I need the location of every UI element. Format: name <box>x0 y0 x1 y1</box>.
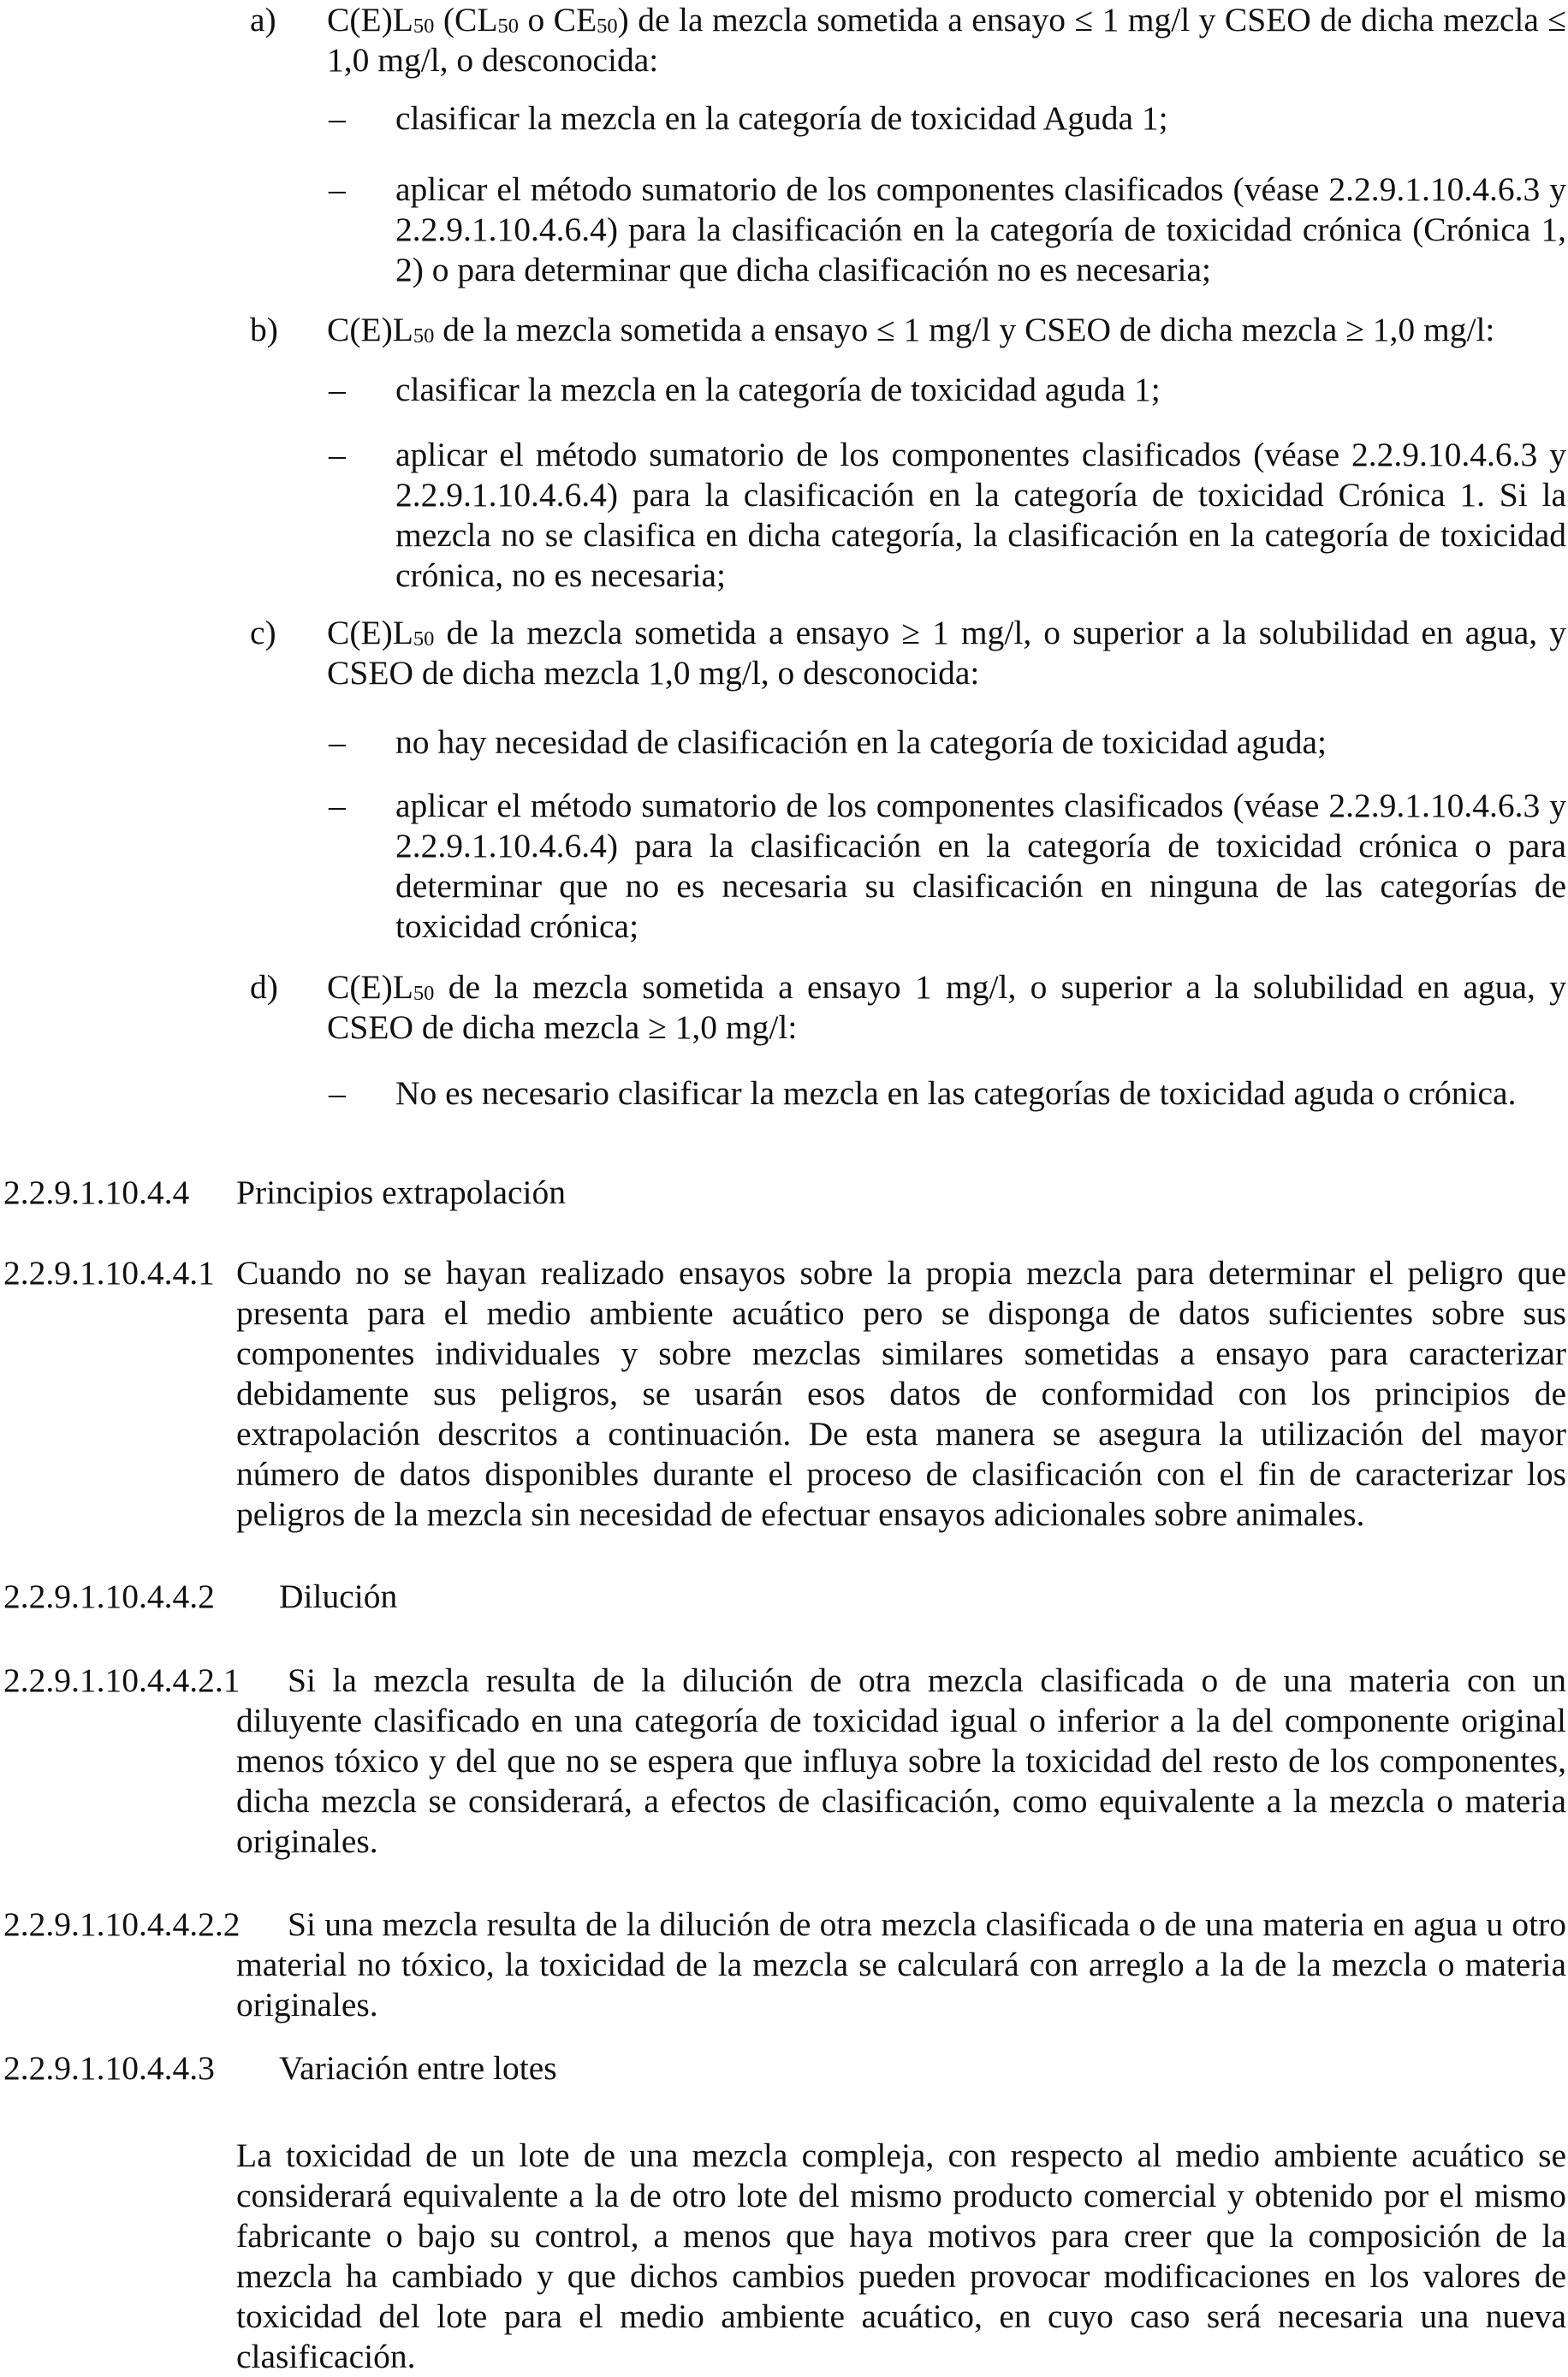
item-d-text: $C(E)L_{50}$ de la mezcla sometida a ensayo 1 mg/l, o superior a la solubilidad en agua, y CSEO de dicha mezcla ≥ 1,0 mg/l: <box>327 968 1566 1046</box>
section-title: Variación entre lotes <box>279 2049 557 2087</box>
section-number: 2.2.9.1.10.4.4.2.2 <box>3 1905 241 1943</box>
section-paragraph: La toxicidad de un lote de una mezcla compleja, con respecto al medio ambiente acuático se considerará equivalente a la de otro lote del mismo producto comercial y obtenido por el mismo fabricante o bajo su control, a menos que haya motivos para creer que la composición de la mezcla ha cambiado y que dichos cambios pueden provocar modificaciones en los valores de toxicidad del lote para el medio ambiente acuático, en cuyo caso será necesaria una nueva clasificación. <box>236 2136 1566 2375</box>
item-d-label: d) <box>250 968 278 1006</box>
item-c-bullet-2: aplicar el método sumatorio de los componentes clasificados (véase 2.2.9.1.10.4.6.3 y 2.2.9.1.10.4.6.4) para la clasificación en la categoría de toxicidad crónica o para determinar que no es necesaria su clasificación en ninguna de las categorías de toxicidad crónica; <box>395 787 1566 945</box>
item-d-bullet-1: No es necesario clasificar la mezcla en las categorías de toxicidad aguda o crónica. <box>395 1074 1517 1112</box>
dash-icon: – <box>329 723 346 761</box>
section-number: 2.2.9.1.10.4.4.2 <box>3 1578 215 1615</box>
section-number: 2.2.9.1.10.4.4.1 <box>3 1254 215 1292</box>
item-b-text: $C(E)L_{50}$ de la mezcla sometida a ensayo ≤ 1 mg/l y CSEO de dicha mezcla ≥ 1,0 mg/l: <box>327 311 1495 348</box>
item-a-bullet-1: clasificar la mezcla en la categoría de toxicidad Aguda 1; <box>395 99 1168 137</box>
section-paragraph: Si la mezcla resulta de la dilución de otra mezcla clasificada o de una materia con un diluyente clasificado en una categoría de toxicidad igual o inferior a la del componente original menos tóxico y del que no se espera que influya sobre la toxicidad del resto de los componentes, dicha mezcla se considerará, a efectos de clasificación, como equivalente a la mezcla o materia originales. <box>236 1661 1566 1860</box>
section-number: 2.2.9.1.10.4.4.2.1 <box>3 1661 241 1699</box>
dash-icon: – <box>329 371 346 408</box>
section-paragraph: Cuando no se hayan realizado ensayos sobre la propia mezcla para determinar el peligro que presenta para el medio ambiente acuático pero se disponga de datos suficientes sobre sus componentes individuales y sobre mezclas similares sometidas a ensayo para caracterizar debidamente sus peligros, se usarán esos datos de conformidad con los principios de extrapolación descritos a continuación. De esta manera se asegura la utilización del mayor número de datos disponibles durante el proceso de clasificación con el fin de caracterizar los peligros de la mezcla sin necesidad de efectuar ensayos adicionales sobre animales. <box>236 1254 1566 1533</box>
section-paragraph: Si una mezcla resulta de la dilución de otra mezcla clasificada o de una materia en agua u otro material no tóxico, la toxicidad de la mezcla se calculará con arreglo a la de la mezcla o materia originales. <box>236 1905 1566 2023</box>
dash-icon: – <box>329 1074 346 1112</box>
item-a-label: a) <box>250 1 276 39</box>
dash-icon: – <box>329 787 346 824</box>
item-b-label: b) <box>250 311 278 348</box>
item-b-bullet-1: clasificar la mezcla en la categoría de toxicidad aguda 1; <box>395 371 1161 408</box>
item-c-label: c) <box>250 614 276 651</box>
dash-icon: – <box>329 170 346 208</box>
item-b-bullet-2: aplicar el método sumatorio de los componentes clasificados (véase 2.2.9.10.4.6.3 y 2.2.9.1.10.4.6.4) para la clasificación en la categoría de toxicidad Crónica 1. Si la mezcla no se clasifica en dicha categoría, la clasificación en la categoría de toxicidad crónica, no es necesaria; <box>395 436 1566 594</box>
section-number: 2.2.9.1.10.4.4.3 <box>3 2049 215 2087</box>
item-a-bullet-2: aplicar el método sumatorio de los componentes clasificados (véase 2.2.9.1.10.4.6.3 y 2.2.9.1.10.4.6.4) para la clasificación en la categoría de toxicidad crónica (Crónica 1, 2) o para determinar que dicha clasificación no es necesaria; <box>395 170 1566 288</box>
item-c-text: $C(E)L_{50}$ de la mezcla sometida a ensayo ≥ 1 mg/l, o superior a la solubilidad en agua, y CSEO de dicha mezcla 1,0 mg/l, o desconocida: <box>327 614 1566 692</box>
dash-icon: – <box>329 436 346 473</box>
section-title: Dilución <box>279 1578 398 1615</box>
item-c-bullet-1: no hay necesidad de clasificación en la categoría de toxicidad aguda; <box>395 723 1327 761</box>
dash-icon: – <box>329 99 346 137</box>
section-number: 2.2.9.1.10.4.4 <box>3 1174 190 1211</box>
item-a-text: $C(E)L_{50}$ ($CL_{50}$ o $CE_{50}$) de la mezcla sometida a ensayo ≤ 1 mg/l y CSEO de dicha mezcla ≤ 1,0 mg/l, o desconocida: <box>327 1 1566 79</box>
section-title: Principios extrapolación <box>236 1174 567 1211</box>
